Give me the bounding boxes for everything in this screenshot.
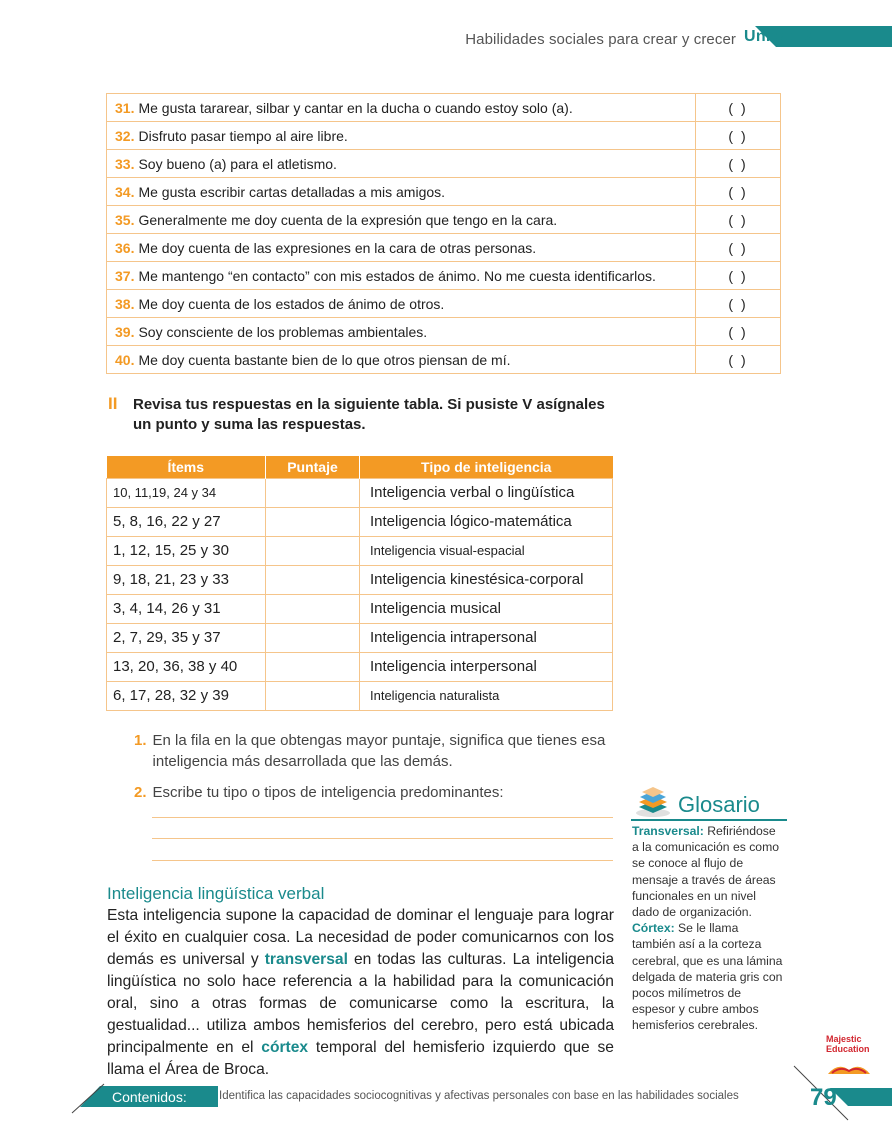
score-row bbox=[107, 623, 613, 652]
score-row bbox=[107, 594, 613, 623]
instruction-2 bbox=[134, 782, 614, 803]
glossary-term: Transversal: bbox=[632, 824, 704, 838]
answer-mark[interactable]: ( ) bbox=[696, 150, 781, 178]
reading-body bbox=[107, 905, 614, 1081]
answer-mark[interactable]: ( ) bbox=[696, 122, 781, 150]
score-row bbox=[107, 478, 613, 507]
footer-label: Contenidos: bbox=[112, 1089, 187, 1105]
score-row bbox=[107, 565, 613, 594]
answer-mark[interactable]: ( ) bbox=[696, 262, 781, 290]
question-row bbox=[107, 346, 781, 374]
section-roman-numeral: II bbox=[108, 394, 118, 413]
score-cell[interactable] bbox=[266, 507, 360, 536]
question-text: Me gusta escribir cartas detalladas a mis amigos. bbox=[138, 183, 446, 200]
publisher-name-line1: Majestic bbox=[826, 1034, 862, 1044]
intelligence-type-cell: Inteligencia verbal o lingüística bbox=[360, 478, 613, 507]
items-cell: 1, 12, 15, 25 y 30 bbox=[107, 536, 266, 565]
reading-text: temporal del hemisferio izquierdo que se llama el Área de Broca. bbox=[107, 1039, 614, 1078]
items-cell: 2, 7, 29, 35 y 37 bbox=[107, 623, 266, 652]
items-cell: 3, 4, 14, 26 y 31 bbox=[107, 594, 266, 623]
unit-label: Unidad 2 bbox=[744, 28, 814, 45]
header-type: Tipo de inteligencia bbox=[360, 456, 613, 478]
question-row bbox=[107, 290, 781, 318]
question-number: 32. bbox=[115, 127, 135, 144]
question-row bbox=[107, 262, 781, 290]
question-number: 33. bbox=[115, 155, 135, 172]
question-number: 39. bbox=[115, 323, 135, 340]
intelligence-type-cell: Inteligencia interpersonal bbox=[360, 652, 613, 681]
glossary-term: Córtex: bbox=[632, 921, 675, 936]
score-cell[interactable] bbox=[266, 565, 360, 594]
publisher-name-line2: Education bbox=[826, 1044, 870, 1054]
question-row bbox=[107, 318, 781, 346]
score-cell[interactable] bbox=[266, 623, 360, 652]
question-text: Me doy cuenta de las expresiones en la cara de otras personas. bbox=[138, 239, 537, 256]
score-cell[interactable] bbox=[266, 652, 360, 681]
question-cell bbox=[107, 290, 696, 318]
answer-line[interactable] bbox=[152, 860, 613, 861]
instruction-1 bbox=[134, 730, 614, 772]
question-number: 34. bbox=[115, 183, 135, 200]
question-text: Generalmente me doy cuenta de la expresión que tengo en la cara. bbox=[138, 211, 558, 228]
question-cell bbox=[107, 346, 696, 374]
answer-mark[interactable]: ( ) bbox=[696, 234, 781, 262]
intelligence-type-cell: Inteligencia intrapersonal bbox=[360, 623, 613, 652]
header-score: Puntaje bbox=[266, 456, 360, 478]
answer-mark[interactable]: ( ) bbox=[696, 290, 781, 318]
question-row bbox=[107, 178, 781, 206]
score-table bbox=[106, 456, 613, 711]
intelligence-type-cell: Inteligencia kinestésica-corporal bbox=[360, 565, 613, 594]
glossary-definition: Refiriéndose a la comunicación es como se conoce al flujo de mensaje a través de áreas funcionales en un nivel dado de organización. bbox=[632, 824, 779, 920]
score-cell[interactable] bbox=[266, 536, 360, 565]
glossary-title: Glosario bbox=[678, 792, 760, 817]
items-cell: 9, 18, 21, 23 y 33 bbox=[107, 565, 266, 594]
question-row bbox=[107, 94, 781, 122]
question-cell bbox=[107, 178, 696, 206]
questionnaire-table bbox=[106, 93, 781, 374]
question-text: Me gusta tararear, silbar y cantar en la ducha o cuando estoy solo (a). bbox=[138, 99, 573, 116]
question-cell bbox=[107, 206, 696, 234]
running-header-title: Habilidades sociales para crear y crecer bbox=[465, 31, 736, 48]
items-cell: 10, 11,19, 24 y 34 bbox=[107, 478, 266, 507]
glossary-divider bbox=[631, 819, 787, 821]
question-text: Me mantengo “en contacto” con mis estados de ánimo. No me cuesta identificarlos. bbox=[138, 267, 656, 284]
header-items: Ítems bbox=[107, 456, 266, 478]
instruction-text: Escribe tu tipo o tipos de inteligencia predominantes: bbox=[152, 784, 504, 801]
question-number: 36. bbox=[115, 239, 135, 256]
answer-line[interactable] bbox=[152, 838, 613, 839]
items-cell: 13, 20, 36, 38 y 40 bbox=[107, 652, 266, 681]
glossary-body bbox=[632, 823, 784, 1034]
page-number: 79 bbox=[810, 1084, 837, 1111]
reading-title: Inteligencia lingüística verbal bbox=[107, 884, 325, 903]
question-row bbox=[107, 150, 781, 178]
question-text: Disfruto pasar tiempo al aire libre. bbox=[138, 127, 348, 144]
question-text: Me doy cuenta bastante bien de lo que otros piensan de mí. bbox=[138, 351, 511, 368]
question-row bbox=[107, 234, 781, 262]
instruction-text: En la fila en la que obtengas mayor puntaje, significa que tienes esa inteligencia más desarrollada que las demás. bbox=[152, 732, 606, 770]
score-table-header bbox=[107, 456, 613, 478]
score-row bbox=[107, 536, 613, 565]
answer-mark[interactable]: ( ) bbox=[696, 318, 781, 346]
instruction-number: 1. bbox=[134, 732, 147, 749]
intelligence-type-cell: Inteligencia naturalista bbox=[360, 681, 613, 710]
intelligence-type-cell: Inteligencia lógico-matemática bbox=[360, 507, 613, 536]
section-instruction: Revisa tus respuestas en la siguiente tabla. Si pusiste V asígnales un punto y suma las respuestas. bbox=[133, 396, 605, 433]
score-row bbox=[107, 652, 613, 681]
keyword-cortex: córtex bbox=[261, 1039, 309, 1056]
score-row bbox=[107, 507, 613, 536]
answer-mark[interactable]: ( ) bbox=[696, 346, 781, 374]
answer-mark[interactable]: ( ) bbox=[696, 94, 781, 122]
question-cell bbox=[107, 94, 696, 122]
footer-text: Identifica las capacidades sociocognitivas y afectivas personales con base en las habilidades sociales bbox=[219, 1090, 739, 1102]
question-cell bbox=[107, 262, 696, 290]
question-cell bbox=[107, 122, 696, 150]
glossary-definition: Se le llama también así a la corteza cerebral, que es una lámina delgada de materia gris con pocos milímetros de espesor y cubre ambos hemisferios cerebrales. bbox=[632, 921, 783, 1033]
score-cell[interactable] bbox=[266, 594, 360, 623]
question-number: 37. bbox=[115, 267, 135, 284]
items-cell: 6, 17, 28, 32 y 39 bbox=[107, 681, 266, 710]
answer-mark[interactable]: ( ) bbox=[696, 178, 781, 206]
reading-text: en todas las culturas. La inteligencia lingüística no solo hace referencia a la habilidad para la comunicación oral, sino a otras formas de comunicarse como la escritura, la gestualidad... utiliza ambos hemisferios del cerebro, pero está ubicada principalmente en el bbox=[107, 951, 614, 1056]
keyword-transversal: transversal bbox=[264, 951, 348, 968]
question-number: 40. bbox=[115, 351, 135, 368]
score-cell[interactable] bbox=[266, 681, 360, 710]
question-text: Soy consciente de los problemas ambientales. bbox=[138, 323, 428, 340]
page-number-corner bbox=[790, 1062, 892, 1122]
instruction-number: 2. bbox=[134, 784, 147, 801]
score-cell[interactable] bbox=[266, 478, 360, 507]
question-number: 35. bbox=[115, 211, 135, 228]
question-cell bbox=[107, 318, 696, 346]
publisher-logo bbox=[826, 1034, 870, 1054]
question-text: Me doy cuenta de los estados de ánimo de otros. bbox=[138, 295, 445, 312]
question-row bbox=[107, 122, 781, 150]
question-cell bbox=[107, 234, 696, 262]
question-cell bbox=[107, 150, 696, 178]
question-row bbox=[107, 206, 781, 234]
question-text: Soy bueno (a) para el atletismo. bbox=[138, 155, 337, 172]
intelligence-type-cell: Inteligencia visual-espacial bbox=[360, 536, 613, 565]
answer-line[interactable] bbox=[152, 817, 613, 818]
answer-mark[interactable]: ( ) bbox=[696, 206, 781, 234]
question-number: 38. bbox=[115, 295, 135, 312]
books-stack-icon bbox=[633, 780, 673, 820]
question-number: 31. bbox=[115, 99, 135, 116]
reading-text: Esta inteligencia supone la capacidad de dominar el lenguaje para lograr el éxito en cualquier cosa. La necesidad de poder comunicarnos con los demás es universal y bbox=[107, 907, 614, 968]
intelligence-type-cell: Inteligencia musical bbox=[360, 594, 613, 623]
score-row bbox=[107, 681, 613, 710]
items-cell: 5, 8, 16, 22 y 27 bbox=[107, 507, 266, 536]
